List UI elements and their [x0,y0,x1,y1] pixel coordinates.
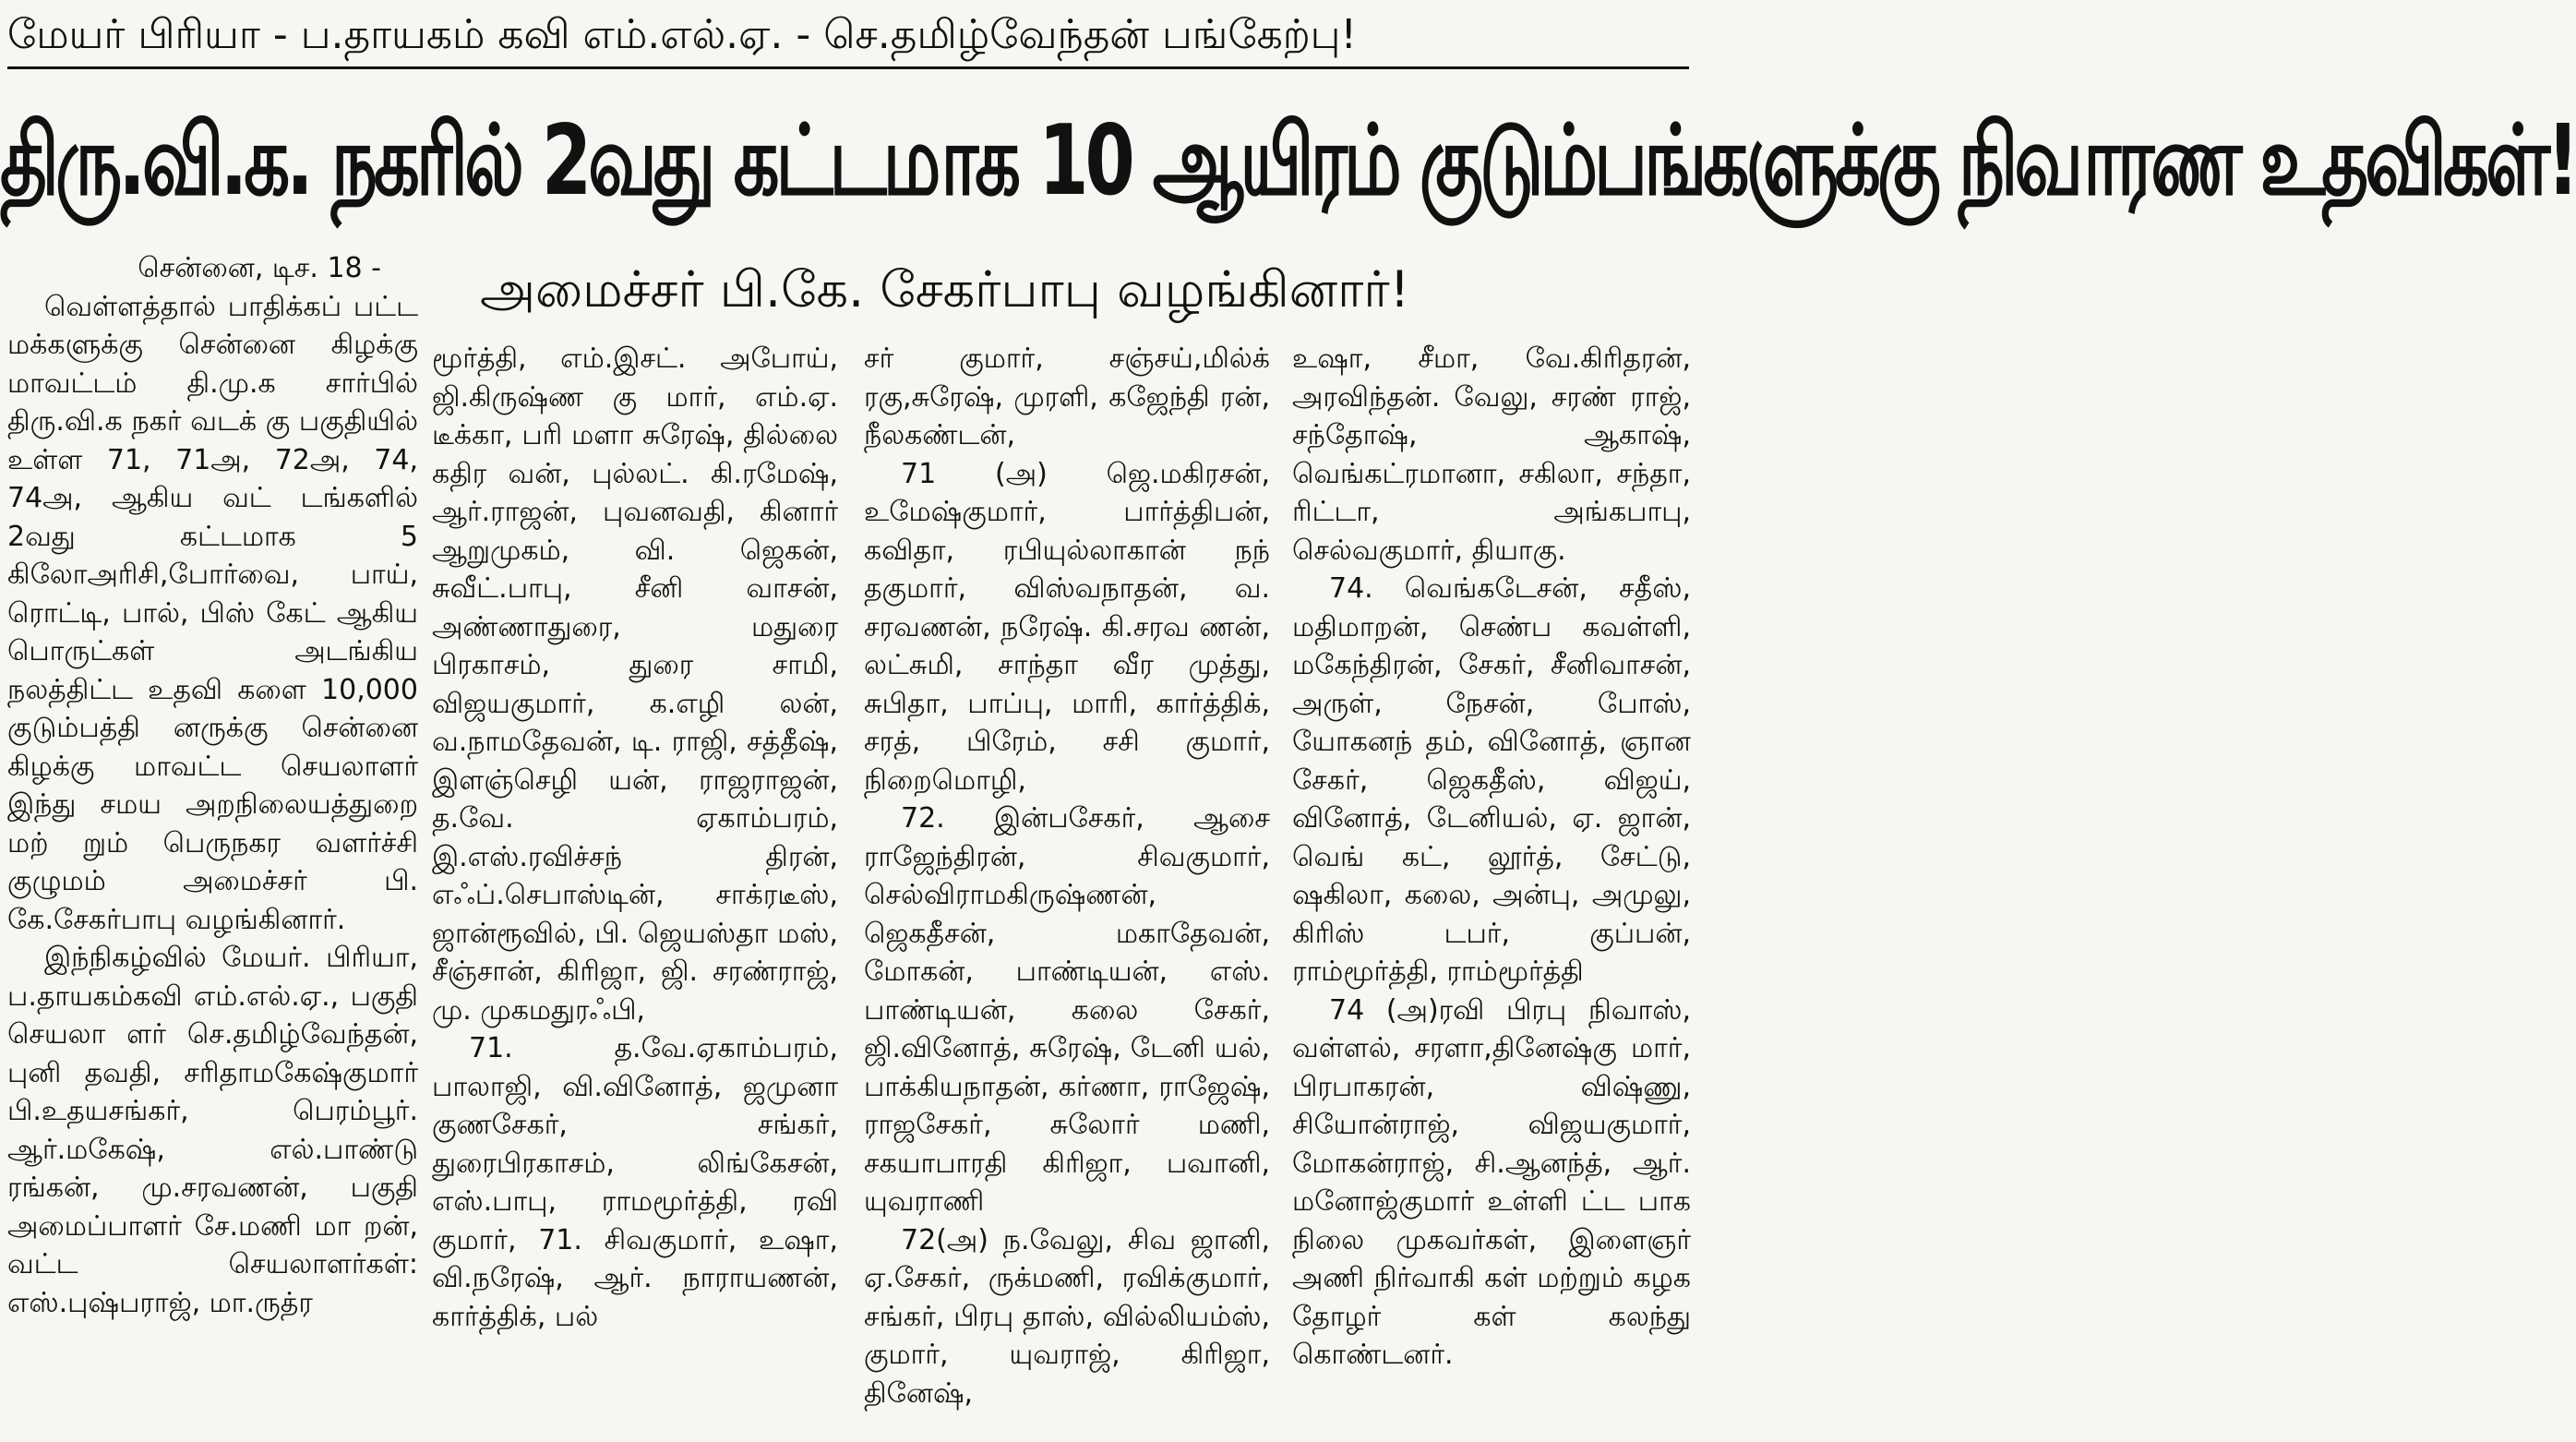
headline: திரு.வி.க. நகரில் 2வது கட்டமாக 10 ஆயிரம் குடும்பங்களுக்கு நிவாரண உதவிகள்! [0,105,2576,218]
paragraph: 74 (அ)ரவி பிரபு நிவாஸ், வள்ளல், சரளா,தினேஷ்கு மார், பிரபாகரன், விஷ்ணு, சியோன்ராஜ், விஜயகுமார், மோகன்ராஜ், சி.ஆனந்த், ஆர். மனோஜ்குமார் உள்ளி ட்ட பாக நிலை முகவர்கள், இளைஞர் அணி நிர்வாகி கள் மற்றும் கழக தோழர் கள் கலந்து கொண்டனர். [1292,993,1691,1371]
kicker-line: மேயர் பிரியா - ப.தாயகம் கவி எம்.எல்.ஏ. - செ.தமிழ்வேந்தன் பங்கேற்பு! [7,6,1689,69]
subheadline: அமைச்சர் பி.கே. சேகர்பாபு வழங்கினார்! [480,260,1410,318]
article-column-2 [432,340,838,1336]
paragraph: வெள்ளத்தால் பாதிக்கப் பட்ட மக்களுக்கு சென்னை கிழக்கு மாவட்டம் தி.மு.க சார்பில் திரு.வி.க நகர் வடக் கு பகுதியில் உள்ள 71, 71அ, 72அ, 74, 74அ, ஆகிய வட் டங்களில் 2வது கட்டமாக 5 கிலோஅரிசி,போர்வை, பாய், ரொட்டி, பால், பிஸ் கேட் ஆகிய பொருட்கள் அடங்கிய நலத்திட்ட உதவி களை 10,000 குடும்பத்தி னருக்கு சென்னை கிழக்கு மாவட்ட செயலாளர் இந்து சமய அறநிலையத்துறை மற் றும் பெருநகர வளர்ச்சி குழுமம் அமைச்சர் பி. கே.சேகர்பாபு வழங்கினார். [7,290,418,936]
paragraph: உஷா, சீமா, வே.கிரிதரன், அரவிந்தன். வேலு, சரண் ராஜ், சந்தோஷ், ஆகாஷ், வெங்கட்ரமானா, சகிலா, சந்தா, ரிட்டா, அங்கபாபு, செல்வகுமார், தியாகு. [1292,342,1691,567]
paragraph: 71. த.வே.ஏகாம்பரம், பாலாஜி, வி.வினோத், ஜமுனா குணசேகர், சங்கர், துரைபிரகாசம், லிங்கேசன், எஸ்.பாபு, ராமமூர்த்தி, ரவி குமார், 71. சிவகுமார், உஷா, வி.நரேஷ், ஆர். நாராயணன், கார்த்திக், பல் [432,1032,838,1333]
paragraph: 71 (அ) ஜெ.மகிரசன், உமேஷ்குமார், பார்த்திபன், கவிதா, ரபியுல்லாகான் நந் தகுமார், விஸ்வநாதன், வ. சரவணன், நரேஷ். கி.சரவ ணன், லட்சுமி, சாந்தா வீர முத்து, சுபிதா, பாப்பு, மாரி, கார்த்திக், சரத், பிரேம், சசி குமார், நிறைமொழி, [864,457,1270,797]
paragraph: இந்நிகழ்வில் மேயர். பிரியா, ப.தாயகம்கவி எம்.எல்.ஏ., பகுதி செயலா ளர் செ.தமிழ்வேந்தன், புனி தவதி, சரிதாமகேஷ்குமார் பி.உதயசங்கர், பெரம்பூர். ஆர்.மகேஷ், எல்.பாண்டு ரங்கன், மு.சரவணன், பகுதி அமைப்பாளர் சே.மணி மா றன், வட்ட செயலாளர்கள்: எஸ்.புஷ்பராஜ், மா.ருத்ர [7,942,418,1319]
article-column-1 [7,249,418,1322]
paragraph: சர் குமார், சஞ்சய்,மில்க் ரகு,சுரேஷ், முரளி, கஜேந்தி ரன், நீலகண்டன், [864,342,1270,451]
article-column-4 [1292,340,1691,1375]
dateline: சென்னை, டிச. 18 - [138,252,381,284]
paragraph: 72(அ) ந.வேலு, சிவ ஜானி, ஏ.சேகர், ருக்மணி, ரவிக்குமார், சங்கர், பிரபு தாஸ், வில்லியம்ஸ், குமார், யுவராஜ், கிரிஜா, தினேஷ், [864,1223,1270,1410]
paragraph: மூர்த்தி, எம்.இசட். அபோய், ஜி.கிருஷ்ண கு மார், எம்.ஏ. டீக்கா, பரி மளா சுரேஷ், தில்லை கதிர வன், புல்லட். கி.ரமேஷ், ஆர்.ராஜன், புவனவதி, கினார் ஆறுமுகம், வி. ஜெகன், சுவீட்.பாபு, சீனி வாசன், அண்ணாதுரை, மதுரை பிரகாசம், துரை சாமி, விஜயகுமார், க.எழி லன், வ.நாமதேவன், டி. ராஜி, சத்தீஷ், இளஞ்செழி யன், ராஜராஜன், த.வே. ஏகாம்பரம், இ.எஸ்.ரவிச்சந் திரன், எஃப்.செபாஸ்டின், சாக்ரடீஸ், ஜான்ரூவில், பி. ஜெயஸ்தா மஸ், சீஞ்சான், கிரிஜா, ஜி. சரண்ராஜ், மு. முகமதுரஃபி, [432,342,838,1027]
paragraph: 74. வெங்கடேசன், சதீஸ், மதிமாறன், செண்ப கவள்ளி, மகேந்திரன், சேகர், சீனிவாசன், அருள், நேசன், போஸ், யோகனந் தம், வினோத், ஞான சேகர், ஜெகதீஸ், விஜய், வினோத், டேனியல், ஏ. ஜான், வெங் கட், லூர்த், சேட்டு, ஷகிலா, கலை, அன்பு, அமுலு, கிரிஸ் டபர், குப்பன், ராம்மூர்த்தி, ராம்மூர்த்தி [1292,572,1691,988]
article-column-3 [864,340,1270,1412]
paragraph: 72. இன்பசேகர், ஆசை ராஜேந்திரன், சிவகுமார், செல்விராமகிருஷ்ணன், ஜெகதீசன், மகாதேவன், மோகன், பாண்டியன், எஸ். பாண்டியன், கலை சேகர், ஜி.வினோத், சுரேஷ், டேனி யல், பாக்கியநாதன், கர்ணா, ராஜேஷ், ராஜசேகர், சுலோர் மணி, சகயாபாரதி கிரிஜா, பவானி, யுவராணி [864,802,1270,1218]
